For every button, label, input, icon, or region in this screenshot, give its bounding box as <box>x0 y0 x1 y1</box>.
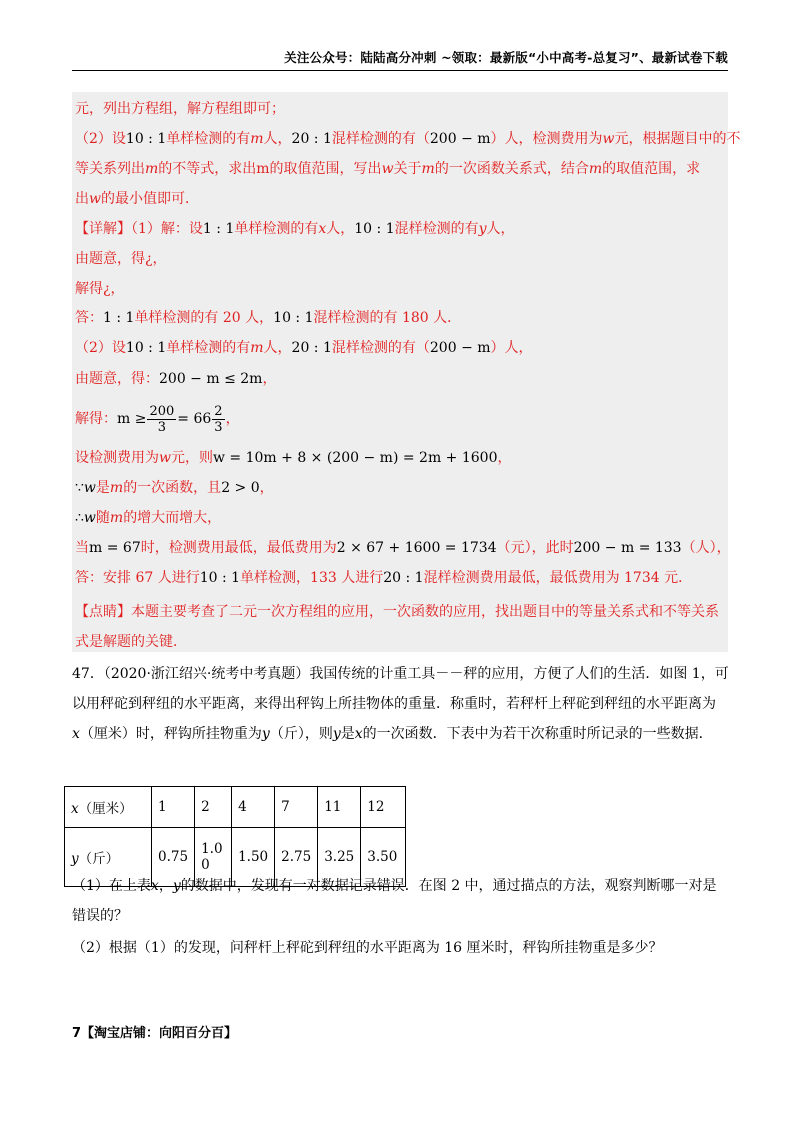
solution-line-14: ∴w随m的增大而增大， <box>75 510 222 526</box>
question-2: （2）根据（1）的发现，问秤杆上秤砣到秤纽的水平距离为 16 厘米时，秤钩所挂物重是多少？ <box>72 940 663 956</box>
question-1-line-1: （1）在上表x，y的数据中，发现有一对数据记录错误．在图 2 中，通过描点的方法，观察判断哪一对是 <box>72 878 717 894</box>
solution-line-6: 由题意，得¿， <box>75 251 167 267</box>
table-cell: 3.50 <box>361 828 406 887</box>
data-table <box>64 786 406 887</box>
problem-line-2: 以用秤砣到秤纽的水平距离，来得出秤钩上所挂物体的重量．称重时，若秤杆上秤砣到秤纽的水平距离为 <box>72 696 716 712</box>
table-cell: 12 <box>361 787 406 828</box>
solution-line-2: （2）设10 : 1单样检测的有m人，20 : 1混样检测的有（200 − m）人，检测费用为w元，根据题目中的不 <box>75 131 741 147</box>
solution-block <box>72 92 741 652</box>
solution-line-3: 等关系列出m的不等式，求出m的取值范围，写出w关于m的一次函数关系式，结合m的取值范围，求 <box>75 161 701 177</box>
table-header-x: x（厘米） <box>65 787 152 828</box>
solution-line-17: 【点睛】本题主要考查了二元一次方程组的应用，一次函数的应用，找出题目中的等量关系式和不等关系 <box>75 604 719 620</box>
table-cell: 2 <box>195 787 232 828</box>
table-cell: 0.75 <box>152 828 195 887</box>
solution-line-7: 解得¿， <box>75 281 125 297</box>
solution-line-8: 答：1 : 1单样检测的有 20 人，10 : 1混样检测的有 180 人． <box>75 310 462 326</box>
problem-line-3: x（厘米）时，秤钩所挂物重为y（斤），则y是x的一次函数．下表中为若干次称重时所记录的一些数据． <box>72 726 713 742</box>
header-text: 关注公众号：陆陆高分冲刺 ~领取：最新版“小中高考-总复习”、最新试卷下载 <box>284 50 728 65</box>
solution-line-18: 式是解题的关键． <box>75 634 187 650</box>
table-cell: 1 <box>152 787 195 828</box>
table-cell: 1.0 0 <box>195 828 232 887</box>
table-cell: 1.50 <box>232 828 275 887</box>
page-footer: 7【淘宝店铺：向阳百分百】 <box>72 1026 238 1041</box>
table-cell: 7 <box>275 787 318 828</box>
solution-line-9: （2）设10 : 1单样检测的有m人，20 : 1混样检测的有（200 − m）人， <box>75 340 533 356</box>
question-1-line-2: 错误的？ <box>72 908 128 924</box>
solution-line-15: 当m = 67时，检测费用最低，最低费用为2 × 67 + 1600 = 1734（元），此时200 − m = 133（人）， <box>75 540 731 556</box>
problem-line-1: 47．（2020·浙江绍兴·统考中考真题）我国传统的计重工具－－秤的应用，方便了人们的生活．如图 1，可 <box>72 666 729 682</box>
table-cell: 2.75 <box>275 828 318 887</box>
table-row <box>65 787 406 828</box>
table-header-y: y（斤） <box>65 828 152 887</box>
page-header <box>72 44 728 71</box>
fraction-200-3: $\frac{200}{3}$ <box>149 403 175 435</box>
solution-line-1: 元，列出方程组，解方程组即可； <box>75 101 285 117</box>
fraction-2-3: $\frac{2}{3}$ <box>214 403 223 435</box>
table-cell: 3.25 <box>318 828 361 887</box>
solution-line-10: 由题意，得：200 − m ≤ 2m， <box>75 371 277 387</box>
solution-line-11: 解得：m ≥ $\frac{200}{3}$ = 66 $\frac{2}{3}$ ， <box>75 403 240 435</box>
solution-line-4: 出w的最小值即可． <box>75 191 199 207</box>
solution-line-13: ∵w是m的一次函数，且2 > 0， <box>75 480 274 496</box>
solution-line-12: 设检测费用为w元，则w = 10m + 8 × (200 − m) = 2m + 1600， <box>75 450 512 466</box>
table-cell: 11 <box>318 787 361 828</box>
table-cell: 4 <box>232 787 275 828</box>
solution-line-5: 【详解】（1）解：设1 : 1单样检测的有x人，10 : 1混样检测的有y人， <box>75 221 515 237</box>
solution-line-16: 答：安排 67 人进行10 : 1单样检测，133 人进行20 : 1混样检测费用最低，最低费用为 1734 元． <box>75 570 693 586</box>
